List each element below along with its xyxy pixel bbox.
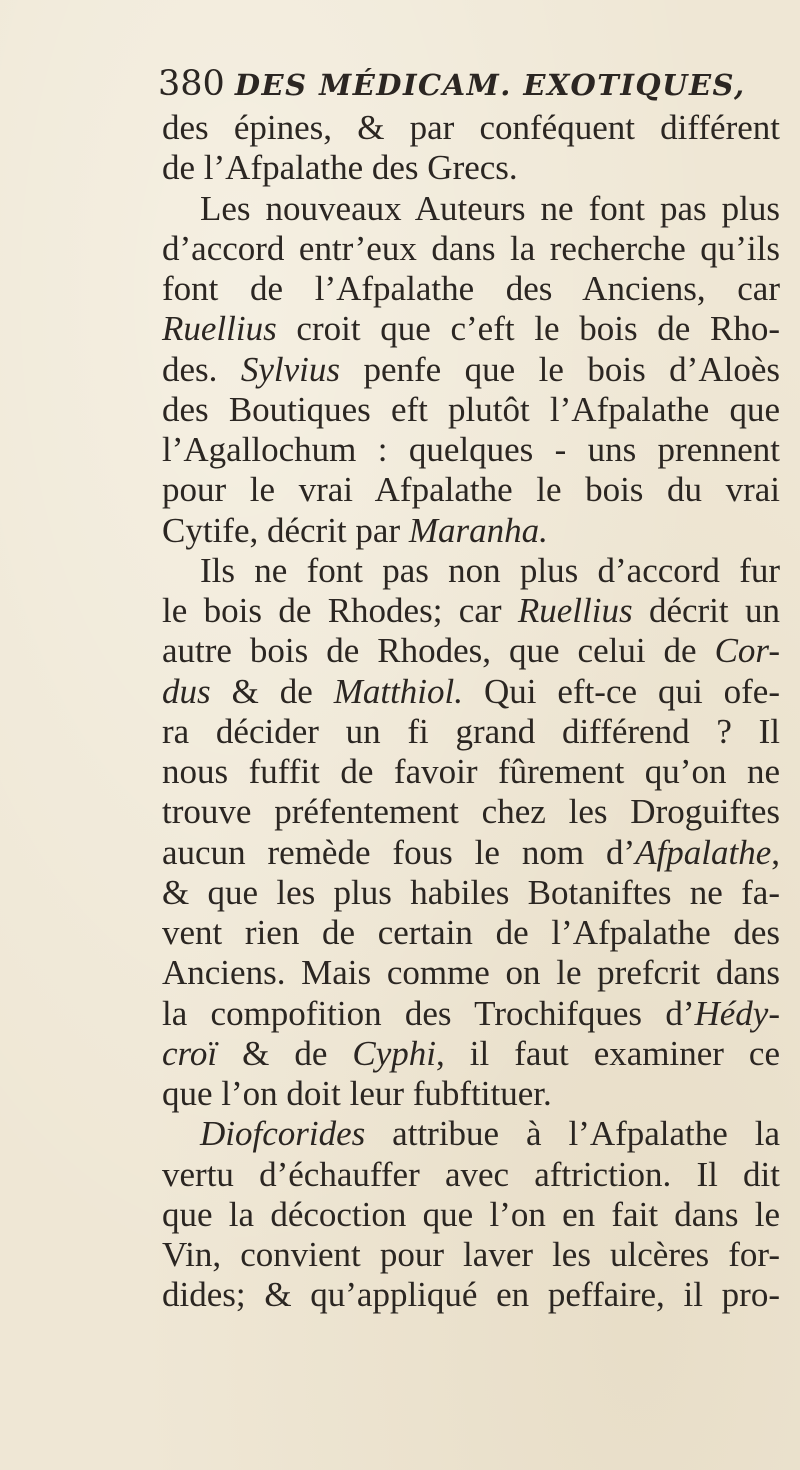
text-segment: Cytife, décrit par	[162, 510, 409, 550]
text-line	[162, 551, 780, 591]
italic-text: Diofcorides	[200, 1114, 366, 1154]
text-line	[162, 1235, 780, 1275]
italic-text: Ruellius	[517, 591, 633, 630]
text-line	[162, 470, 780, 510]
text-line	[162, 913, 780, 953]
text-line	[162, 833, 780, 873]
text-segment: que l’on doit leur fubftituer.	[162, 1074, 552, 1113]
text-segment: vertu d’échauffer avec aftriction. Il dit	[162, 1154, 780, 1194]
text-line	[162, 1155, 780, 1195]
text-segment: Qui eft-ce qui ofe-	[463, 671, 780, 711]
text-segment: croit que c’eft le bois de Rho-	[276, 309, 780, 349]
text-segment: attribue à l’Afpalathe la	[365, 1114, 780, 1154]
text-segment: & de	[210, 671, 334, 711]
text-line	[162, 309, 780, 349]
text-segment: nous fuffit de favoir fûrement qu’on ne	[162, 752, 780, 791]
italic-text: Sylvius	[240, 349, 341, 389]
text-segment: de l’Afpalathe des Grecs.	[162, 148, 518, 188]
text-segment: , il faut examiner ce	[436, 1033, 781, 1073]
text-line	[162, 672, 780, 712]
text-segment: pour le vrai Afpalathe le bois du vrai	[162, 470, 780, 510]
text-line	[162, 752, 780, 792]
text-segment: des épines, & par conféquent différent	[162, 108, 780, 147]
text-segment: vent rien de certain de l’Afpalathe des	[162, 913, 780, 952]
italic-text: Cor-	[714, 631, 780, 671]
text-segment: d’accord entr’eux dans la recherche qu’ils	[162, 228, 780, 268]
text-line	[162, 390, 780, 430]
text-segment: le bois de Rhodes; car	[162, 591, 518, 630]
italic-text: Afpalathe	[635, 832, 772, 872]
text-line	[162, 994, 780, 1034]
text-line	[162, 712, 780, 752]
text-segment: penfe que le bois d’Aloès	[340, 349, 780, 389]
page-number: 380	[158, 64, 225, 104]
text-segment: ra décider un fi grand différend ? Il	[162, 711, 780, 751]
italic-text: Cyphi	[352, 1033, 437, 1073]
text-segment: des.	[162, 349, 241, 389]
text-line	[162, 591, 780, 631]
text-line	[162, 229, 780, 269]
text-segment: des Boutiques eft plutôt l’Afpalathe que	[162, 389, 780, 429]
text-line	[162, 511, 780, 551]
text-segment: & de	[217, 1033, 353, 1073]
text-line	[162, 148, 780, 188]
text-line	[162, 108, 780, 148]
text-line	[162, 430, 780, 470]
italic-text: Hédy-	[694, 993, 780, 1033]
text-line	[162, 350, 780, 390]
text-line	[162, 1275, 780, 1315]
text-line	[162, 1195, 780, 1235]
text-segment: ,	[771, 832, 780, 872]
text-line	[162, 631, 780, 671]
text-segment: la compofition des Trochifques d’	[162, 993, 695, 1033]
running-title: DES MÉDICAM. EXOTIQUES,	[234, 68, 746, 102]
italic-text: Ruellius	[162, 309, 277, 349]
text-line	[162, 269, 780, 309]
text-segment: Ils ne font pas non plus d’accord fur	[200, 550, 780, 590]
text-segment: que la décoction que l’on en fait dans le	[162, 1194, 780, 1234]
text-line	[162, 1034, 780, 1074]
italic-text: Matthiol.	[333, 671, 464, 711]
body-text	[162, 108, 780, 1316]
text-line	[162, 873, 780, 913]
text-segment: & que les plus habiles Botaniftes ne fa-	[162, 872, 780, 912]
text-segment: Les nouveaux Auteurs ne font pas plus	[200, 188, 780, 228]
italic-text: dus	[162, 671, 211, 711]
text-line	[162, 1074, 780, 1114]
text-line	[162, 792, 780, 832]
text-segment: autre bois de Rhodes, que celui de	[162, 631, 715, 671]
text-segment: décrit un	[632, 591, 780, 630]
italic-text: croï	[162, 1033, 218, 1073]
page-header	[158, 64, 798, 114]
text-segment: trouve préfentement chez les Droguiftes	[162, 792, 780, 832]
italic-text: Maranha.	[408, 510, 548, 550]
text-segment: font de l’Afpalathe des Anciens, car	[162, 269, 780, 308]
text-line	[162, 953, 780, 993]
text-segment: Anciens. Mais comme on le prefcrit dans	[162, 953, 780, 993]
text-segment: Vin, convient pour laver les ulcères for-	[162, 1235, 780, 1274]
text-line	[162, 189, 780, 229]
text-segment: aucun remède fous le nom d’	[162, 832, 636, 872]
text-segment: l’Agallochum : quelques - uns prennent	[162, 430, 780, 469]
text-line	[162, 1114, 780, 1154]
text-segment: dides; & qu’appliqué en peffaire, il pro-	[162, 1275, 780, 1315]
